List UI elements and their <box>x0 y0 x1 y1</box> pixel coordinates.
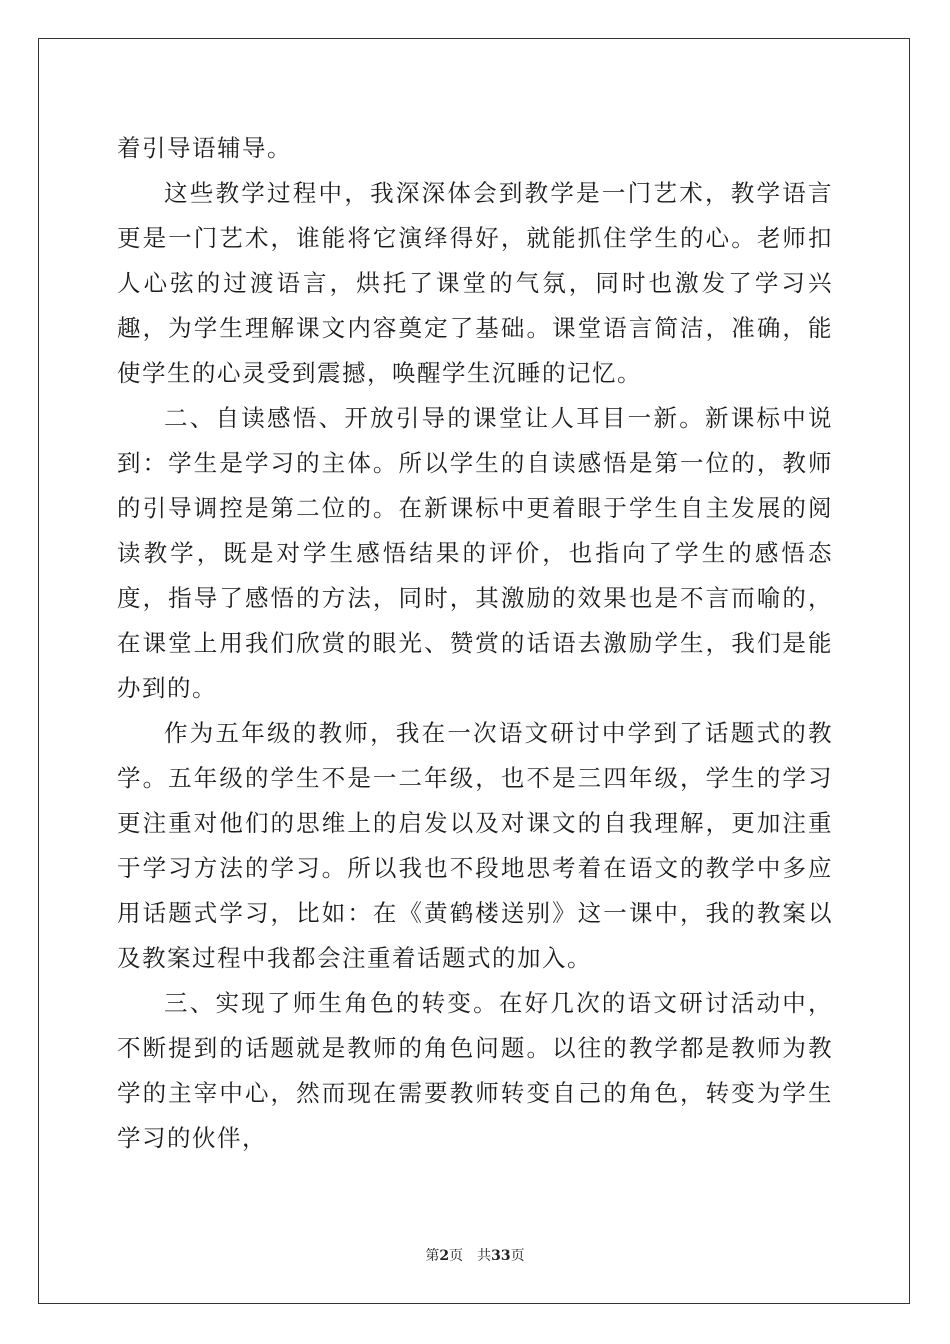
paragraph-continuation: 着引导语辅导。 <box>117 134 292 162</box>
total-suffix: 页 <box>510 1248 525 1264</box>
paragraph: 二、自读感悟、开放引导的课堂让人耳目一新。新课标中说到：学生是学习的主体。所以学生的自读感悟是第一位的，教师的引导调控是第二位的。在新课标中更着眼于学生自主发展的阅读教学，既是对学生感悟结果的评价，也指向了学生的感悟态度，指导了感悟的方法，同时，其激励的效果也是不言而喻的，在课堂上用我们欣赏的眼光、赞赏的话语去激励学生，我们是能办到的。 <box>117 404 833 702</box>
page-prefix: 第 <box>425 1248 440 1264</box>
page-footer <box>0 1246 950 1266</box>
document-body <box>117 126 833 1161</box>
total-pages: 33 <box>491 1248 511 1264</box>
total-prefix: 共 <box>477 1248 492 1264</box>
paragraph: 这些教学过程中，我深深体会到教学是一门艺术，教学语言更是一门艺术，谁能将它演绎得好，就能抓住学生的心。老师扣人心弦的过渡语言，烘托了课堂的气氛，同时也激发了学习兴趣，为学生理解课文内容奠定了基础。课堂语言简洁，准确，能使学生的心灵受到震撼，唤醒学生沉睡的记忆。 <box>117 179 833 387</box>
paragraph: 三、实现了师生角色的转变。在好几次的语文研讨活动中，不断提到的话题就是教师的角色问题。以往的教学都是教师为教学的主宰中心，然而现在需要教师转变自己的角色，转变为学生学习的伙伴， <box>117 989 833 1152</box>
paragraph: 作为五年级的教师，我在一次语文研讨中学到了话题式的教学。五年级的学生不是一二年级，也不是三四年级，学生的学习更注重对他们的思维上的启发以及对课文的自我理解，更加注重于学习方法的学习。所以我也不段地思考着在语文的教学中多应用话题式学习，比如：在《黄鹤楼送别》这一课中，我的教案以及教案过程中我都会注重着话题式的加入。 <box>117 719 833 972</box>
page-suffix: 页 <box>449 1248 464 1264</box>
page-number: 2 <box>439 1248 450 1264</box>
